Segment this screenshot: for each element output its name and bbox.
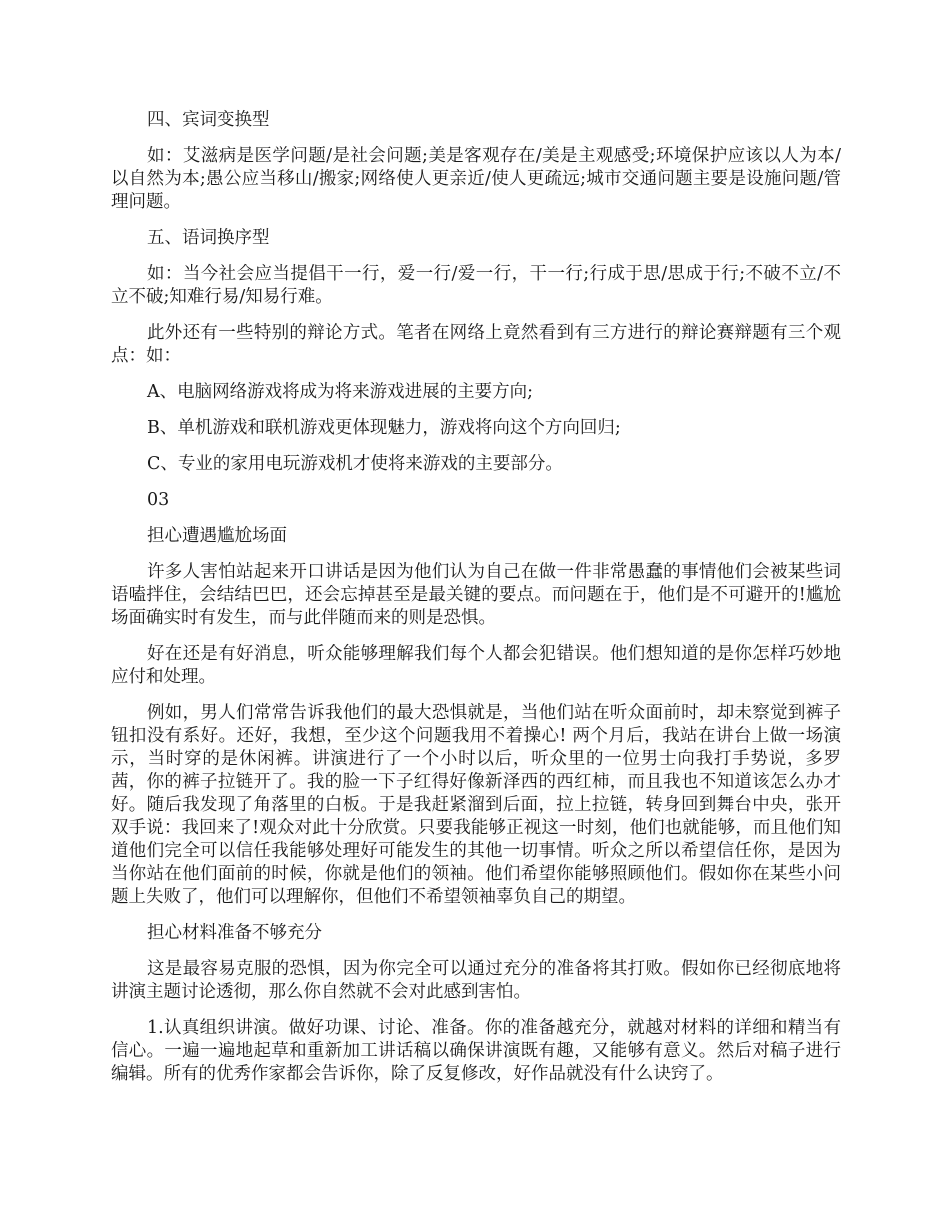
paragraph-three-way-debate: 此外还有一些特别的辩论方式。笔者在网络上竟然看到有三方进行的辩论赛辩题有三个观点：如：	[111, 323, 841, 366]
paragraph-embarrassment-intro: 许多人害怕站起来开口讲话是因为他们认为自己在做一件非常愚蠢的事情他们会被某些词语嗑拌住，会结结巴巴，还会忘掉甚至是最关键的要点。而问题在于，他们是不可避开的!尴尬场面确实时有发生，而与此伴随而来的则是恐惧。	[111, 562, 841, 628]
section-heading-word-order: 五、语词换序型	[147, 228, 270, 248]
paragraph-object-swap-examples: 如：艾滋病是医学问题/是社会问题;美是客观存在/美是主观感受;环境保护应该以人为本/以自然为本;愚公应当移山/搬家;网络使人更亲近/使人更疏远;城市交通问题主要是设施问题/管理问题。	[111, 146, 841, 212]
paragraph-preparation-intro: 这是最容易克服的恐惧，因为你完全可以通过充分的准备将其打败。假如你已经彻底地将讲演主题讨论透彻，那么你自然就不会对此感到害怕。	[111, 959, 841, 1002]
paragraph-word-order-examples: 如：当今社会应当提倡干一行，爱一行/爱一行，干一行;行成于思/思成于行;不破不立/不立不破;知难行易/知易行难。	[111, 264, 841, 307]
paragraph-example-story: 例如，男人们常常告诉我他们的最大恐惧就是，当他们站在听众面前时，却未察觉到裤子钮扣没有系好。还好，我想，至少这个问题我用不着操心! 两个月后，我站在讲台上做一场演示，当时穿的是休闲裤。讲演进行了一个小时以后，听众里的一位男士向我打手势说，多罗茜，你的裤子拉链开了。我的脸一下子红得好像新泽西的西红柿，而且我也不知道该怎么办才好。随后我发现了角落里的白板。于是我赶紧溜到后面，拉上拉链，转身回到舞台中央，张开双手说：我回来了!观众对此十分欣赏。只要我能够正视这一时刻，他们也就能够，而且他们知道他们完全可以信任我能够处理好可能发生的其他一切事情。听众之所以希望信任你，是因为当你站在他们面前的时候，你就是他们的领袖。他们希望你能够照顾他们。假如你在某些小问题上失败了，他们可以理解你，但他们不希望领袖辜负自己的期望。	[111, 703, 841, 907]
section-number: 03	[147, 490, 170, 510]
paragraph-organize-speech: 1.认真组织讲演。做好功课、讨论、准备。你的准备越充分，就越对材料的详细和精当有信心。一遍一遍地起草和重新加工讲话稿以确保讲演既有趣，又能够有意义。然后对稿子进行编辑。所有的优秀作家都会告诉你，除了反复修改，好作品就没有什么诀窍了。	[111, 1018, 841, 1084]
section-heading-embarrassment: 担心遭遇尴尬场面	[147, 526, 287, 546]
list-item-option-a: A、电脑网络游戏将成为将来游戏进展的主要方向;	[147, 382, 534, 402]
document-body	[111, 109, 841, 1099]
list-item-option-b: B、单机游戏和联机游戏更体现魅力，游戏将向这个方向回归;	[147, 418, 621, 438]
section-heading-object-swap: 四、宾词变换型	[147, 110, 270, 130]
paragraph-good-news: 好在还是有好消息，听众能够理解我们每个人都会犯错误。他们想知道的是你怎样巧妙地应付和处理。	[111, 644, 841, 687]
section-heading-preparation: 担心材料准备不够充分	[147, 923, 322, 943]
list-item-option-c: C、专业的家用电玩游戏机才使将来游戏的主要部分。	[147, 454, 563, 474]
